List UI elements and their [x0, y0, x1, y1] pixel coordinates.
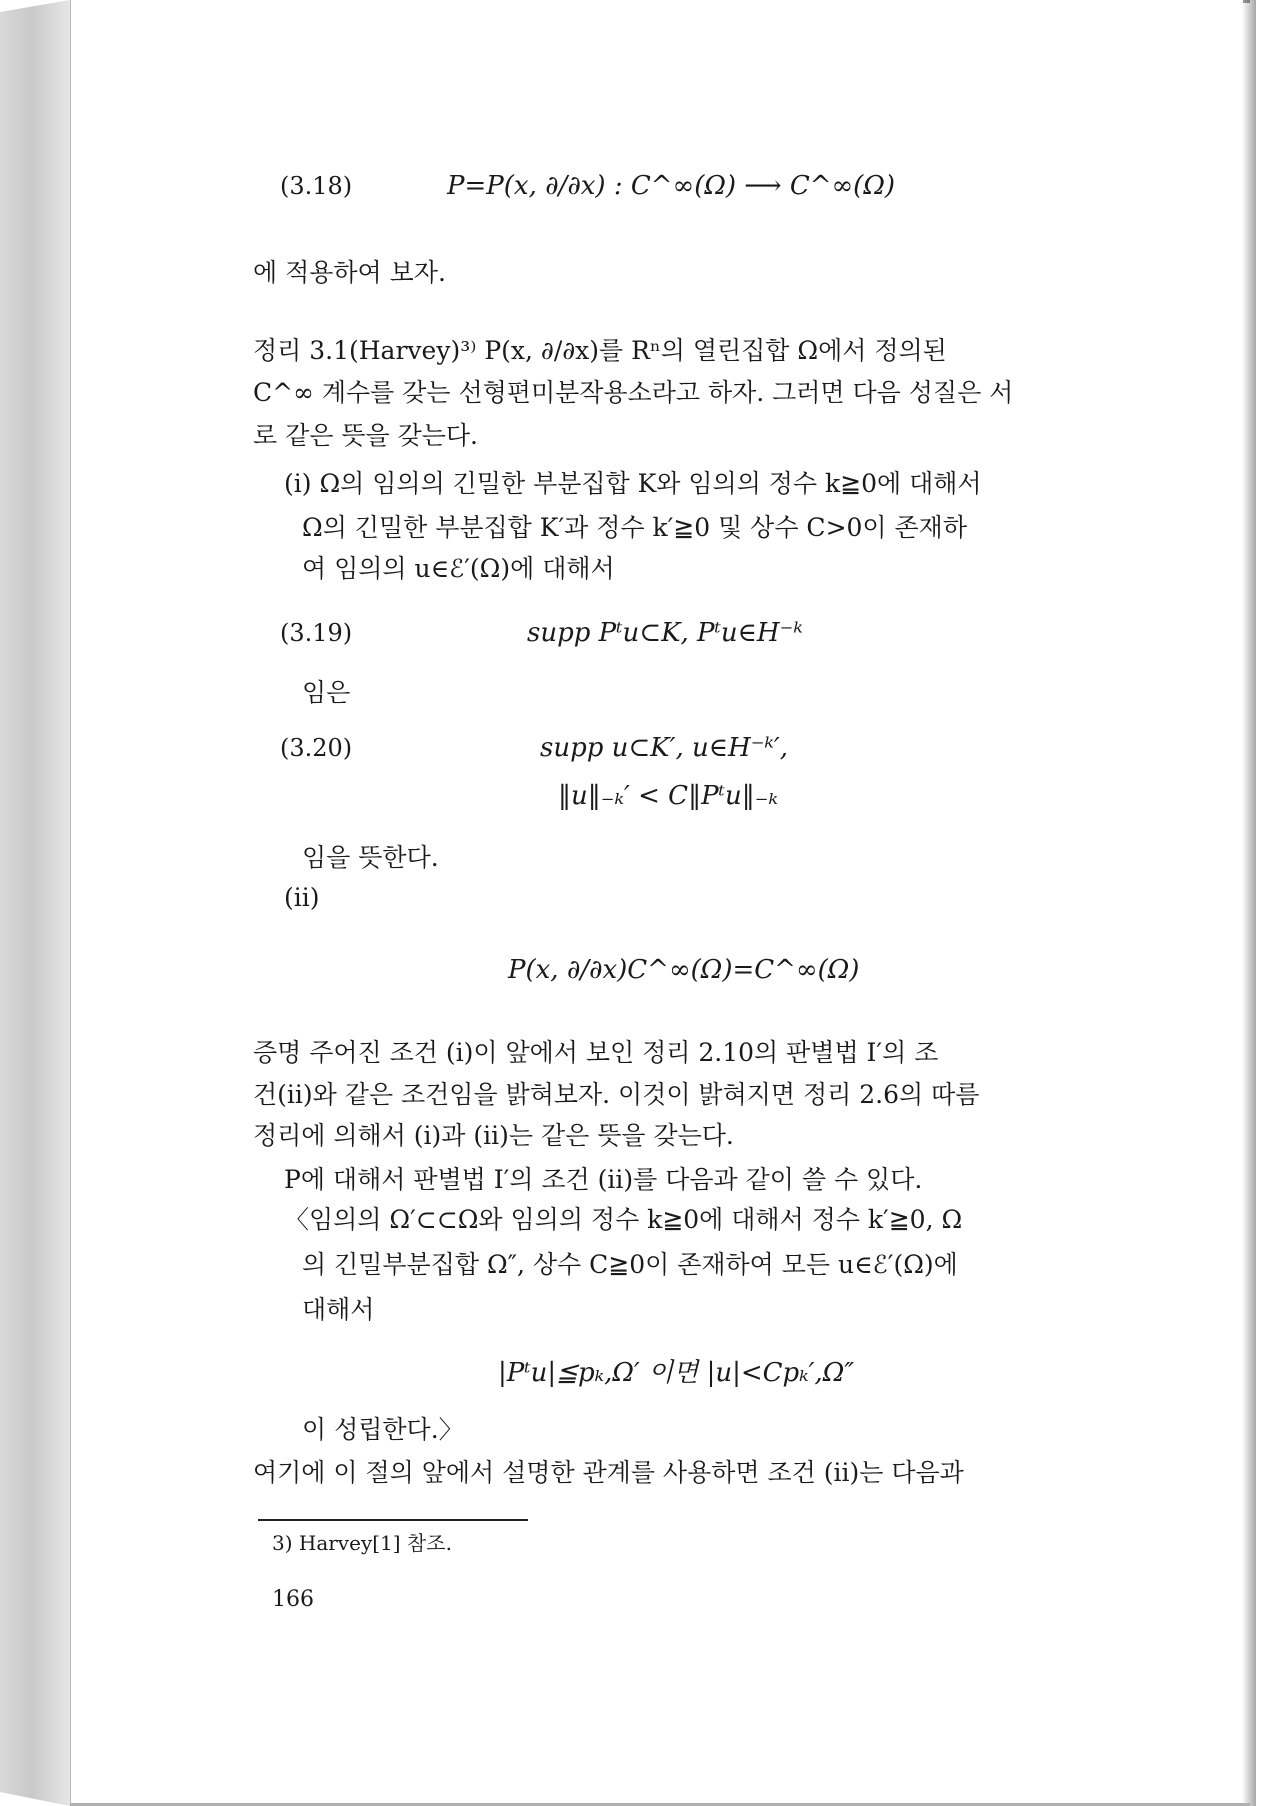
equation-3-18: P=P(x, ∂/∂x) : C^∞(Ω) ⟶ C^∞(Ω)	[447, 171, 896, 201]
text-line: 이 성립한다.〉	[302, 1415, 464, 1444]
book-spine	[0, 0, 70, 1806]
equation-3-20-line-2: ‖u‖₋ₖ′ < C‖Pᵗu‖₋ₖ	[558, 781, 778, 811]
text-line: 대해서	[302, 1295, 375, 1324]
page-number: 166	[272, 1587, 314, 1612]
equation-condition-ii: P(x, ∂/∂x)C^∞(Ω)=C^∞(Ω)	[508, 955, 860, 985]
condition-ii-label: (ii)	[284, 883, 320, 912]
page-edge-shadow	[1242, 0, 1256, 1806]
text-line: 〈임의의 Ω′⊂⊂Ω와 임의의 정수 k≧0에 대해서 정수 k′≧0, Ω	[284, 1205, 963, 1234]
text-line: 건(ii)와 같은 조건임을 밝혀보자. 이것이 밝혀지면 정리 2.6의 따름	[253, 1080, 980, 1109]
equation-number-3-19: (3.19)	[280, 619, 353, 647]
text-line: 정리에 의해서 (i)과 (ii)는 같은 뜻을 갖는다.	[253, 1121, 734, 1150]
text-line: C^∞ 계수를 갖는 선형편미분작용소라고 하자. 그러면 다음 성질은 서	[253, 378, 1014, 407]
book-page	[70, 0, 1243, 1806]
equation-number-3-20: (3.20)	[280, 734, 353, 762]
equation-3-20-line-1: supp u⊂K′, u∈H⁻ᵏ′,	[540, 733, 789, 763]
text-line: 임은	[302, 678, 351, 707]
text-line: 의 긴밀부분집합 Ω″, 상수 C≧0이 존재하여 모든 u∈ℰ′(Ω)에	[302, 1250, 958, 1279]
footnote: 3) Harvey[1] 참조.	[272, 1531, 452, 1555]
equation-condition: |Pᵗu|≦pₖ,Ω′ 이면 |u|<Cpₖ′,Ω″	[498, 1358, 855, 1388]
equation-3-19: supp Pᵗu⊂K, Pᵗu∈H⁻ᵏ	[527, 618, 803, 648]
text-line: 여기에 이 절의 앞에서 설명한 관계를 사용하면 조건 (ii)는 다음과	[253, 1458, 964, 1487]
text-line: 여 임의의 u∈ℰ′(Ω)에 대해서	[302, 554, 615, 583]
proof-heading-line: 증명 주어진 조건 (i)이 앞에서 보인 정리 2.10의 판별법 I′의 조	[253, 1038, 939, 1067]
text-line: 임을 뜻한다.	[302, 843, 439, 872]
theorem-heading-line: 정리 3.1(Harvey)³⁾ P(x, ∂/∂x)를 Rⁿ의 열린집합 Ω에서 정의된	[253, 336, 947, 365]
text-line: Ω의 긴밀한 부분집합 K′과 정수 k′≧0 및 상수 C>0이 존재하	[302, 513, 967, 542]
text-line: P에 대해서 판별법 I′의 조건 (ii)를 다음과 같이 쓸 수 있다.	[284, 1165, 923, 1194]
condition-i-line: (i) Ω의 임의의 긴밀한 부분집합 K와 임의의 정수 k≧0에 대해서	[284, 469, 982, 498]
text-line: 로 같은 뜻을 갖는다.	[253, 421, 478, 450]
equation-number-3-18: (3.18)	[280, 172, 353, 200]
text-line: 에 적용하여 보자.	[253, 258, 446, 287]
footnote-rule	[258, 1519, 528, 1521]
